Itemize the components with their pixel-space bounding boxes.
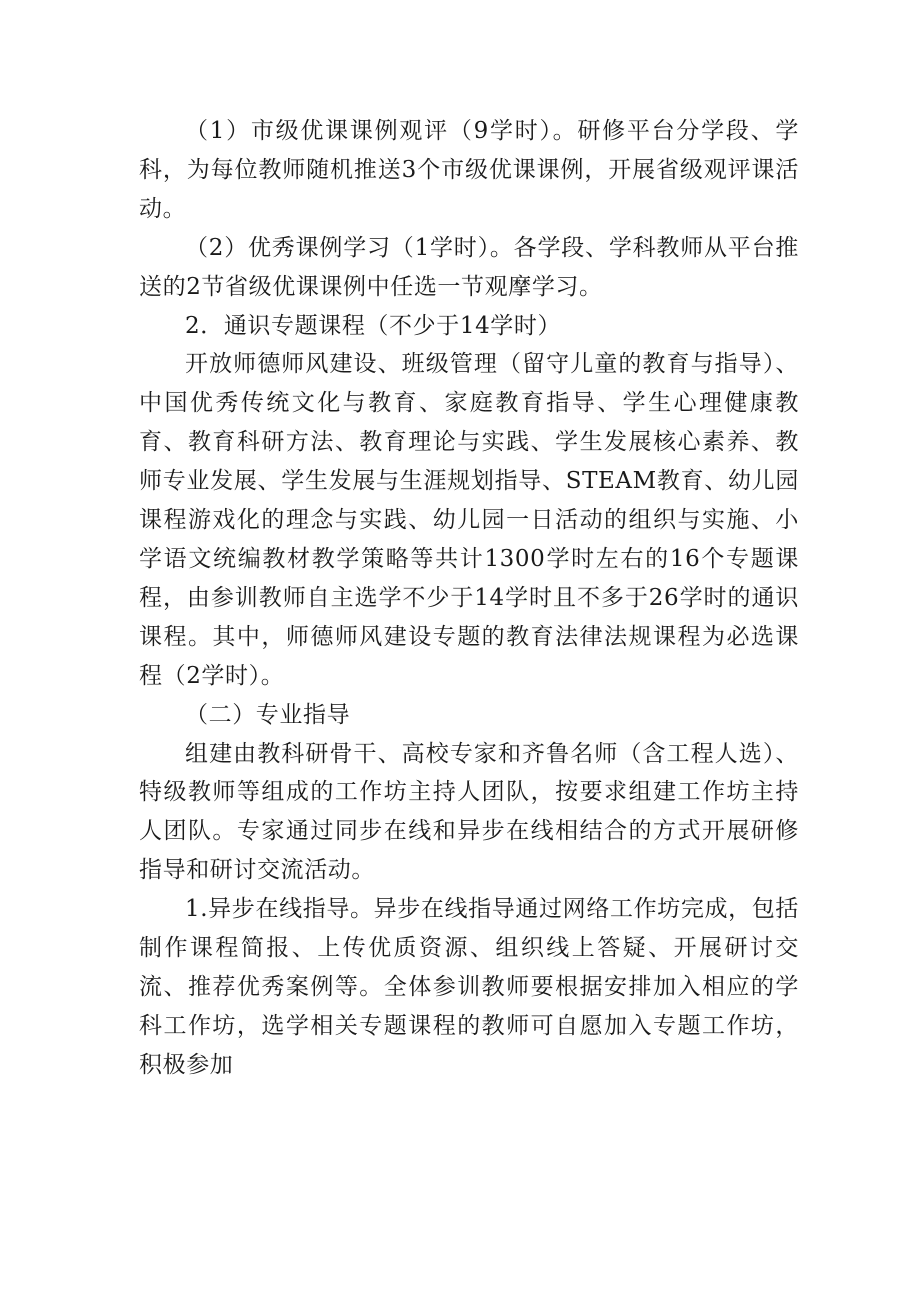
heading-professional-guidance: （二）专业指导	[185, 701, 351, 728]
paragraph-excellent-lesson-study: （2）优秀课例学习（1学时）。各学段、学科教师从平台推送的2节省级优课课例中任选一节观摩学习。	[139, 234, 799, 300]
paragraph-general-courses: 开放师德师风建设、班级管理（留守儿童的教育与指导）、中国优秀传统文化与教育、家庭教育指导、学生心理健康教育、教育科研方法、教育理论与实践、学生发展核心素养、教师专业发展、学生发展与生涯规划指导、STEAM教育、幼儿园课程游戏化的理念与实践、幼儿园一日活动的组织与实施、小学语文统编教材教学策略等共计1300学时左右的16个专题课程，由参训教师自主选学不少于14学时且不多于26学时的通识课程。其中，师德师风建设专题的教育法律法规课程为必选课程（2学时）。	[139, 351, 799, 689]
paragraph-async-guidance: 1.异步在线指导。异步在线指导通过网络工作坊完成，包括制作课程简报、上传优质资源、组织线上答疑、开展研讨交流、推荐优秀案例等。全体参训教师要根据安排加入相应的学科工作坊，选学相关专题课程的教师可自愿加入专题工作坊，积极参加	[139, 896, 799, 1078]
paragraph-city-lesson-review: （1）市级优课课例观评（9学时）。研修平台分学段、学科，为每位教师随机推送3个市级优课课例，开展省级观评课活动。	[139, 118, 799, 222]
document-body	[139, 112, 799, 1085]
heading-general-courses: 2．通识专题课程（不少于14学时）	[185, 312, 562, 339]
paragraph-expert-team: 组建由教科研骨干、高校专家和齐鲁名师（含工程人选）、特级教师等组成的工作坊主持人团队，按要求组建工作坊主持人团队。专家通过同步在线和异步在线相结合的方式开展研修指导和研讨交流活动。	[139, 740, 799, 884]
